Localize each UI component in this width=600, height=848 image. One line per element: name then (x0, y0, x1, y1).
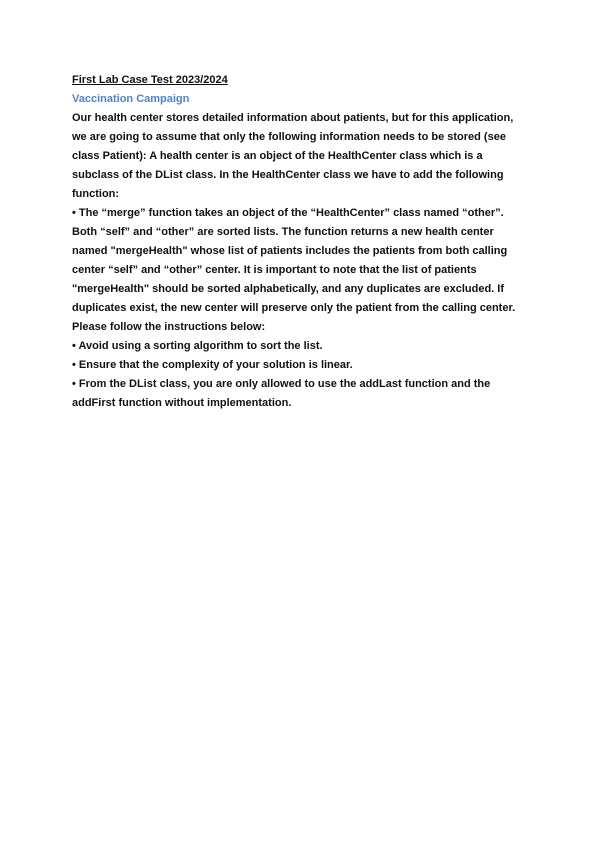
body-line: Our health center stores detailed information about patients, but for this application, (72, 112, 514, 124)
body-line: we are going to assume that only the following information needs to be stored (see (72, 131, 506, 143)
body-line: duplicates exist, the new center will preserve only the patient from the calling center. (72, 302, 516, 314)
body-line: "mergeHealth" should be sorted alphabetically, and any duplicates are excluded. If (72, 283, 505, 295)
document-title: First Lab Case Test 2023/2024 (72, 74, 228, 86)
bullet-line: • From the DList class, you are only allowed to use the addLast function and the (72, 378, 491, 390)
body-line: center “self” and “other” center. It is important to note that the list of patients (72, 264, 477, 276)
body-line: named "mergeHealth" whose list of patients includes the patients from both calling (72, 245, 508, 257)
bullet-line: • Ensure that the complexity of your solution is linear. (72, 359, 353, 371)
body-line: Please follow the instructions below: (72, 321, 266, 333)
document-body (72, 71, 532, 413)
body-line: addFirst function without implementation. (72, 397, 292, 409)
body-line: function: (72, 188, 120, 200)
bullet-line: • Avoid using a sorting algorithm to sort the list. (72, 340, 323, 352)
body-line: Both “self” and “other” are sorted lists. The function returns a new health center (72, 226, 494, 238)
body-line: subclass of the DList class. In the HealthCenter class we have to add the following (72, 169, 504, 181)
bullet-line: • The “merge” function takes an object of the “HealthCenter” class named “other”. (72, 207, 504, 219)
body-line: class Patient): A health center is an object of the HealthCenter class which is a (72, 150, 483, 162)
document-subtitle: Vaccination Campaign (72, 93, 190, 105)
